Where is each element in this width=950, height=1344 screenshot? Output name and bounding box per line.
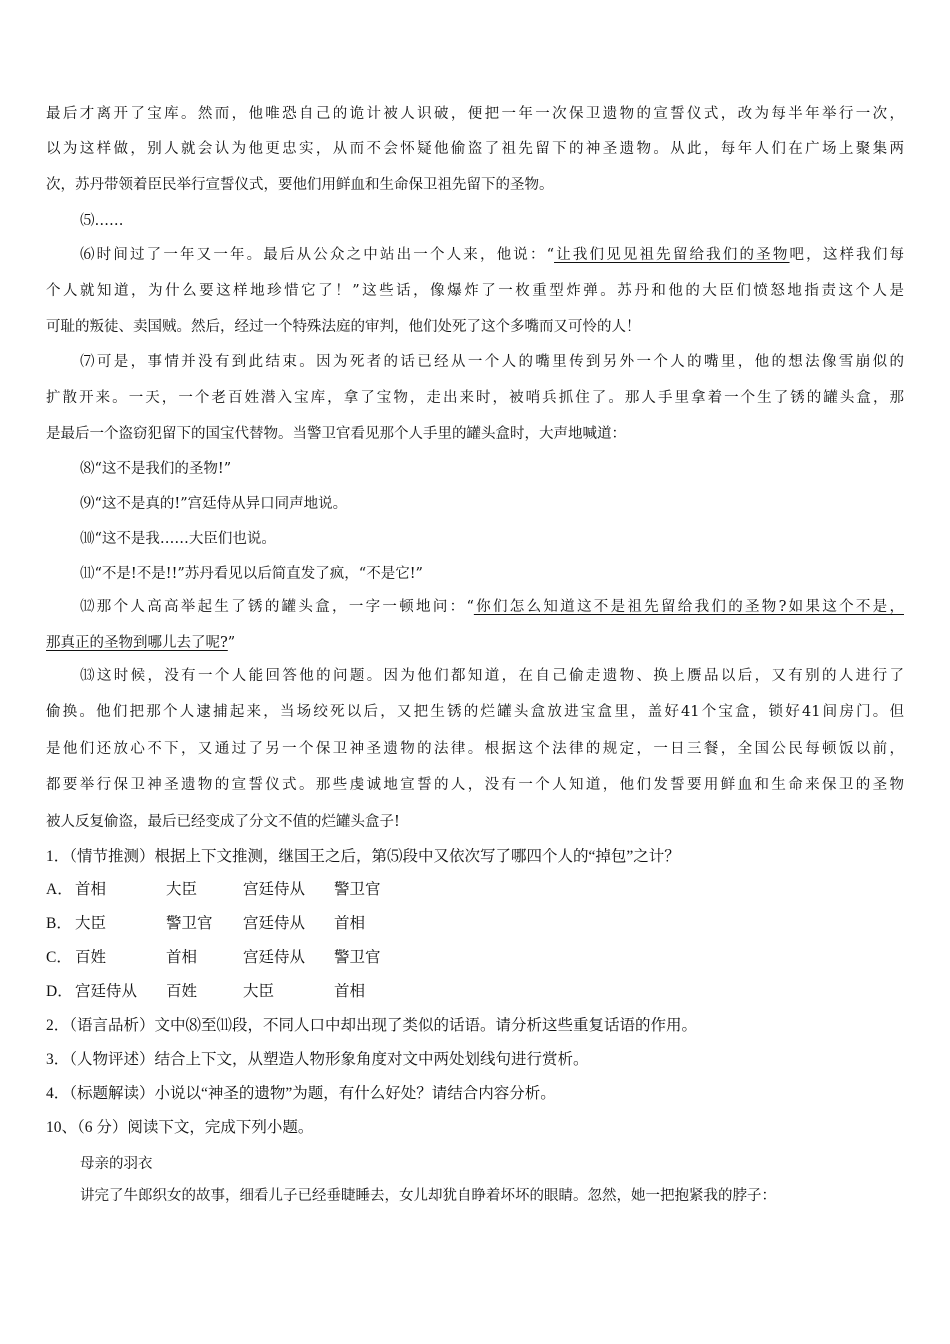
paragraph-12-line-1 [80,597,904,617]
paragraph-6-line-3: 可耻的叛徒、卖国贼。然后，经过一个特殊法庭的审判，他们处死了这个多嘴而又可怜的人！ [46,319,641,335]
paragraph-7-line-3: 是最后一个盗窃犯留下的国宝代替物。当警卫官看见那个人手里的罐头盒时，大声地喊道： [46,426,626,442]
option-choice-1: 宫廷侍从 [75,983,138,1000]
option-choice-3: 宫廷侍从 [243,915,306,932]
option-choice-1: 百姓 [75,949,107,966]
passage-title: 母亲的羽衣 [80,1156,153,1172]
option-label: C． [46,949,72,966]
underlined-sentence-1: 让我们见见祖先留给我们的圣物 [554,247,790,263]
option-label: D． [46,983,73,1000]
paragraph-5: ⑸…… [80,213,124,229]
question-3: 3．（人物评述）结合上下文，从塑造人物形象角度对文中两处划线句进行赏析。 [46,1051,589,1068]
paragraph-8: ⑻“这不是我们的圣物!” [80,461,232,477]
paragraph-13-line-1: ⒀这时候，没有一个人能回答他的问题。因为他们都知道，在自己偷走遗物、换上赝品以后，又有别的人进行了 [80,668,904,684]
option-label: A． [46,881,73,898]
option-choice-3: 宫廷侍从 [243,949,306,966]
option-choice-2: 大臣 [166,881,198,898]
paragraph-10: ⑽“这不是我……大臣们也说。 [80,531,276,547]
option-choice-1: 大臣 [75,915,107,932]
paragraph-7-line-2: 扩散开来。一天，一个老百姓潜入宝库，拿了宝物，走出来时，被哨兵抓住了。那人手里拿着一个生了锈的罐头盒，那 [46,390,904,406]
underlined-sentence-2b: 那真正的圣物到哪儿去了呢? [46,635,228,651]
option-label: B． [46,915,72,932]
p6-text-pre: ⑹时间过了一年又一年。最后从公众之中站出一个人来，他说：“ [80,247,555,263]
paragraph-7-line-1: ⑺可是，事情并没有到此结束。因为死者的话已经从一个人的嘴里传到另外一个人的嘴里，他的想法像雪崩似的 [80,354,904,370]
paragraph-11: ⑾“不是!不是!!”苏丹看见以后简直发了疯，“不是它!” [80,566,423,582]
option-choice-4: 警卫官 [334,881,381,898]
paragraph-6-line-2: 个人就知道，为什么要这样地珍惜它了！”这些话，像爆炸了一枚重型炸弹。苏丹和他的大臣们愤怒地指责这个人是 [46,283,904,299]
paragraph-6-line-1 [80,245,904,265]
option-choice-4: 警卫官 [334,949,381,966]
option-choice-2: 首相 [166,949,198,966]
passage-line-1: 讲完了牛郎织女的故事，细看儿子已经垂睫睡去，女儿却犹自睁着坏坏的眼睛。忽然，她一把抱紧我的脖子： [80,1188,776,1204]
question-2: 2．（语言品析）文中⑻至⑾段，不同人口中却出现了类似的话语。请分析这些重复话语的作用。 [46,1017,698,1034]
p12-text-post: ” [227,635,236,651]
option-choice-4: 首相 [334,983,366,1000]
paragraph-13-line-2: 偷换。他们把那个人逮捕起来，当场绞死以后，又把生锈的烂罐头盒放进宝盒里，盖好41个宝盒，锁好41间房门。但 [46,704,904,720]
paragraph-4-line-3: 次，苏丹带领着臣民举行宣誓仪式，要他们用鲜血和生命保卫祖先留下的圣物。 [46,177,554,193]
paragraph-12-line-2 [46,633,904,653]
paragraph-4-line-1: 最后才离开了宝库。然而，他唯恐自己的诡计被人识破，便把一年一次保卫遗物的宣誓仪式，改为每半年举行一次， [46,106,904,122]
paragraph-9: ⑼“这不是真的!”宫廷侍从异口同声地说。 [80,496,348,512]
paragraph-13-line-4: 都要举行保卫神圣遗物的宣誓仪式。那些虔诚地宣誓的人，没有一个人知道，他们发誓要用鲜血和生命来保卫的圣物 [46,777,904,793]
option-choice-2: 百姓 [166,983,198,1000]
paragraph-4-line-2: 以为这样做，别人就会认为他更忠实，从而不会怀疑他偷盗了祖先留下的神圣遗物。从此，每年人们在广场上聚集两 [46,141,904,157]
question-1: 1．（情节推测）根据上下文推测，继国王之后，第⑸段中又依次写了哪四个人的“掉包”之计？ [46,848,680,865]
option-choice-4: 首相 [334,915,366,932]
question-4: 4．（标题解读）小说以“神圣的遗物”为题，有什么好处？请结合内容分析。 [46,1085,556,1102]
question-10: 10、（6 分）阅读下文，完成下列小题。 [46,1119,314,1136]
paragraph-13-line-3: 是他们还放心不下，又通过了另一个保卫神圣遗物的法律。根据这个法律的规定，一日三餐，全国公民每顿饭以前， [46,741,904,757]
option-choice-1: 首相 [75,881,107,898]
paragraph-13-line-5: 被人反复偷盗，最后已经变成了分文不值的烂罐头盒子! [46,814,400,830]
option-choice-3: 宫廷侍从 [243,881,306,898]
option-choice-3: 大臣 [243,983,275,1000]
p12-text-pre: ⑿那个人高高举起生了锈的罐头盒，一字一顿地问：“ [80,599,474,615]
p6-text-post: 吧，这样我们每 [789,247,905,263]
underlined-sentence-2a: 你们怎么知道这不是祖先留给我们的圣物?如果这个不是， [473,599,904,615]
option-choice-2: 警卫官 [166,915,213,932]
